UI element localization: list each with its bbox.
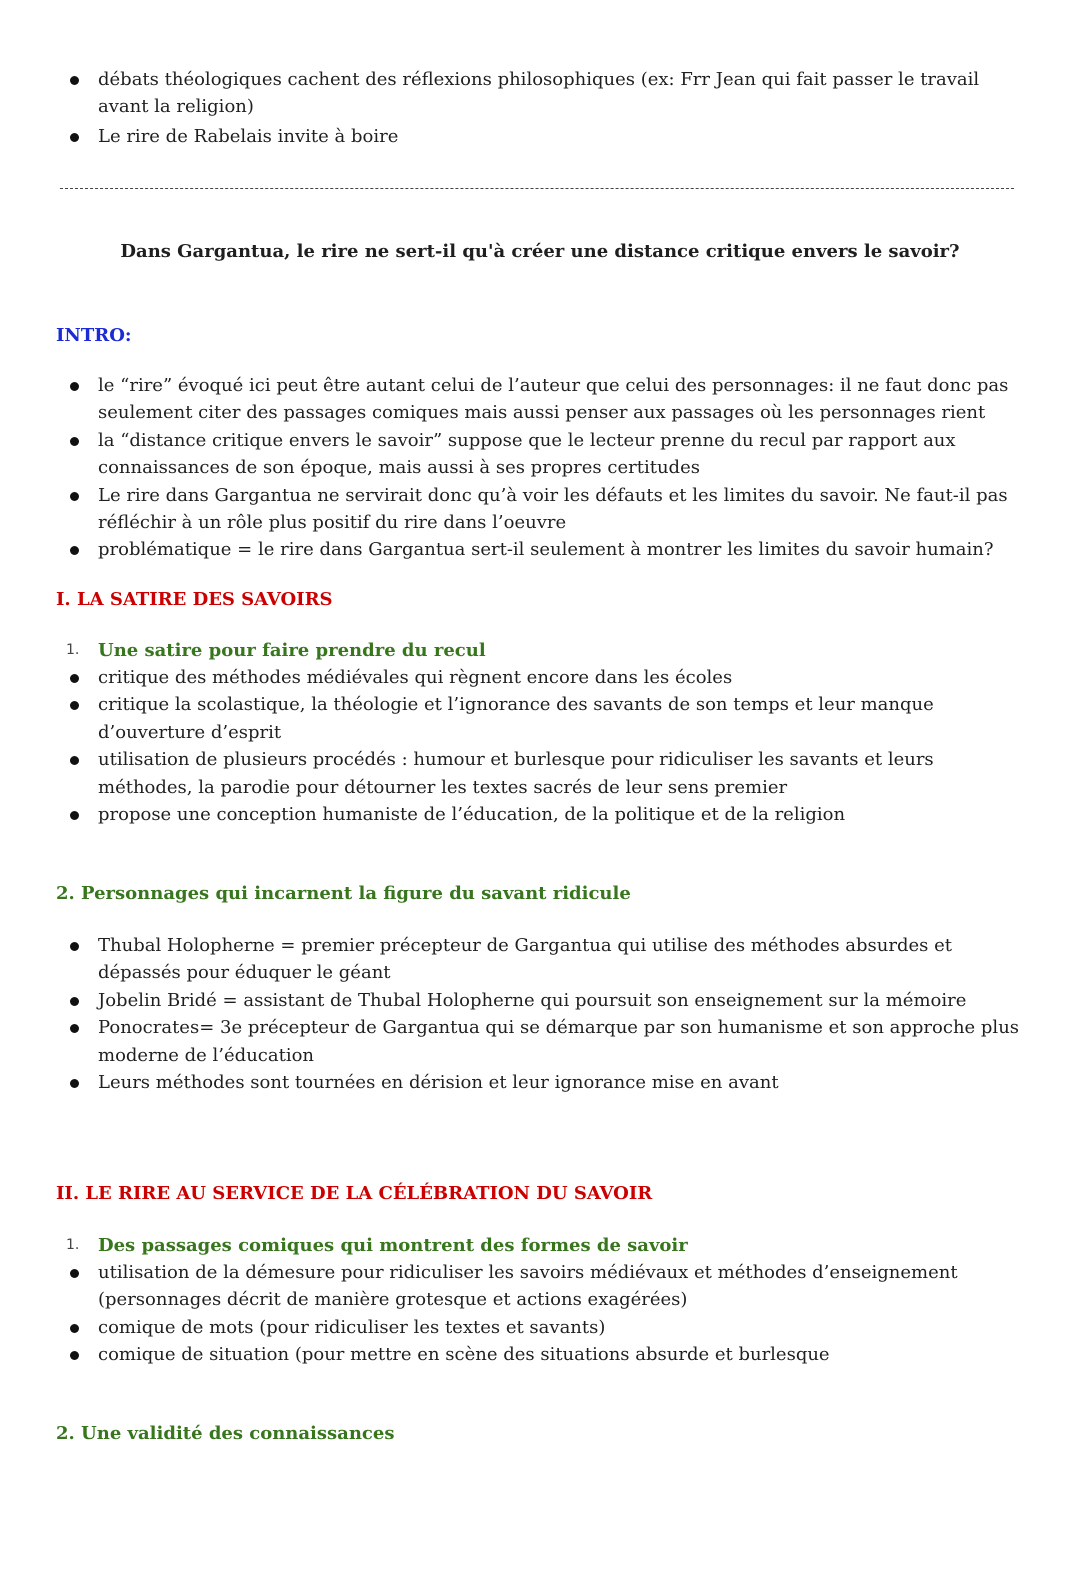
essay-question: Dans Gargantua, le rire ne sert-il qu'à créer une distance critique envers le savoir? [120,241,960,262]
list-item: comique de mots (pour ridiculiser les textes et savants) [0,1314,1080,1341]
subsection-heading [0,637,1080,664]
subsection-title: Une satire pour faire prendre du recul [98,640,486,661]
section-divider [60,188,1014,189]
list-item: le “rire” évoqué ici peut être autant celui de l’auteur que celui des personnages: il ne faut donc pas seulement citer des passages comiques mais aussi penser aux passages où les personnages rient [0,372,1080,427]
list-item: critique des méthodes médiévales qui règnent encore dans les écoles [0,664,1080,691]
subsection-number: 1. [66,642,80,658]
part1-heading: I. LA SATIRE DES SAVOIRS [56,589,333,610]
part2-sub2-title: 2. Une validité des connaissances [56,1423,395,1444]
list-item: utilisation de la démesure pour ridiculiser les savoirs médiévaux et méthodes d’enseignement (personnages décrit de manière grotesque et actions exagérées) [0,1259,1080,1314]
part1-sub1 [0,637,1080,828]
list-item: Thubal Holopherne = premier précepteur de Gargantua qui utilise des méthodes absurdes et dépassés pour éduquer le géant [0,932,1080,987]
intro-bullet-list [0,372,1080,564]
subsection-title: Des passages comiques qui montrent des formes de savoir [98,1235,688,1256]
subsection-number: 1. [66,1237,80,1253]
list-item: Le rire dans Gargantua ne servirait donc qu’à voir les défauts et les limites du savoir. Ne faut-il pas réfléchir à un rôle plus positif du rire dans l’oeuvre [0,482,1080,537]
part2-heading: II. LE RIRE AU SERVICE DE LA CÉLÉBRATION DU SAVOIR [56,1183,653,1204]
list-item: Ponocrates= 3e précepteur de Gargantua qui se démarque par son humanisme et son approche plus moderne de l’éducation [0,1014,1080,1069]
list-item: Jobelin Bridé = assistant de Thubal Holopherne qui poursuit son enseignement sur la mémoire [0,987,1080,1014]
part1-sub2-bullet-list [0,932,1080,1096]
part2-sub1 [0,1232,1080,1369]
list-item: propose une conception humaniste de l’éducation, de la politique et de la religion [0,801,1080,828]
list-item: critique la scolastique, la théologie et l’ignorance des savants de son temps et leur manque d’ouverture d’esprit [0,691,1080,746]
list-item: la “distance critique envers le savoir” suppose que le lecteur prenne du recul par rapport aux connaissances de son époque, mais aussi à ses propres certitudes [0,427,1080,482]
intro-heading: INTRO: [56,325,132,346]
list-item: comique de situation (pour mettre en scène des situations absurde et burlesque [0,1341,1080,1368]
list-item: Le rire de Rabelais invite à boire [0,123,1080,150]
top-bullet-list [0,66,1080,150]
list-item: utilisation de plusieurs procédés : humour et burlesque pour ridiculiser les savants et leurs méthodes, la parodie pour détourner les textes sacrés de leur sens premier [0,746,1080,801]
list-item: Leurs méthodes sont tournées en dérision et leur ignorance mise en avant [0,1069,1080,1096]
list-item: problématique = le rire dans Gargantua sert-il seulement à montrer les limites du savoir humain? [0,536,1080,563]
part1-sub2-title: 2. Personnages qui incarnent la figure du savant ridicule [56,883,631,904]
subsection-heading [0,1232,1080,1259]
list-item: débats théologiques cachent des réflexions philosophiques (ex: Frr Jean qui fait passer le travail avant la religion) [0,66,1080,121]
